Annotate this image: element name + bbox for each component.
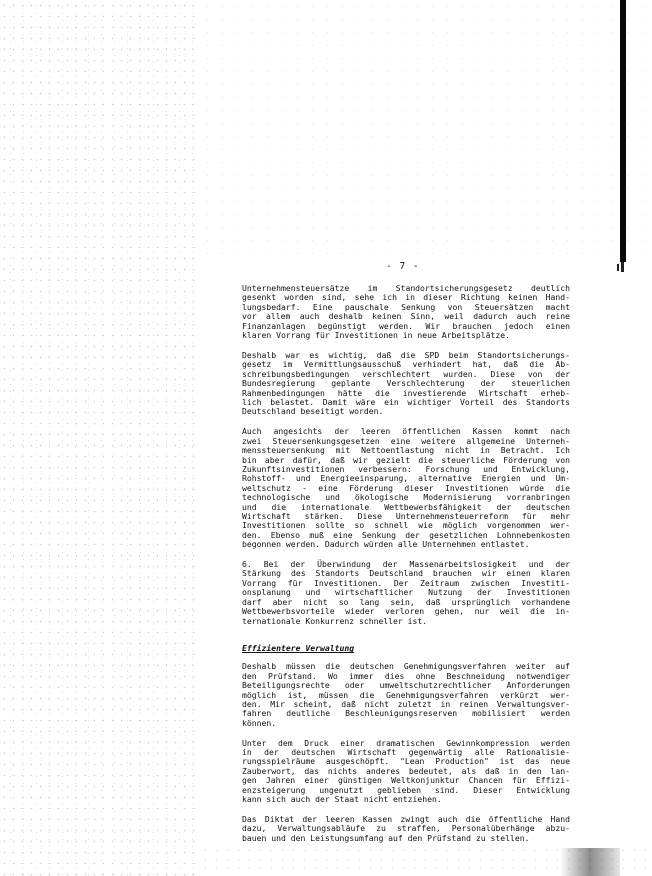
paragraph-line: Vorrang für Investitionen. Der Zeitraum zwischen Investiti- [242,577,570,588]
scan-noise-top [200,0,652,260]
paragraph [242,662,570,728]
paragraph-line: möglich ist, müssen die Genehmigungsverfahren verkürzt wer- [242,689,570,700]
paragraph-line: Auch angesichts der leeren öffentlichen Kassen kommt nach [242,426,570,437]
scan-edge-shadow [620,0,626,262]
paragraph-line: Deshalb war es wichtig, daß die SPD beim Standortsicherungs- [242,349,570,360]
paragraph-line: Finanzanlagen begünstigt werden. Wir brauchen jedoch einen [242,320,570,331]
paragraph-line: Deshalb müssen die deutschen Genehmigungsverfahren weiter auf [242,661,570,672]
paragraph [242,560,570,626]
paragraph [242,815,570,843]
paragraph-line: kann sich auch der Staat nicht entziehen. [242,794,442,805]
paragraph-line: onsplanung und wirtschaftlicher Nutzung der Investitionen [242,587,570,598]
paragraph [242,284,570,340]
scan-edge-shadow-tail [621,262,624,272]
paragraph-line: Beteiligungsrechte oder umweltschutzrechtlicher Anforderungen [242,680,570,691]
paragraph-line: klaren Vorrang für Investitionen in neue Arbeitsplätze. [242,330,511,341]
paragraph [242,427,570,549]
paragraph-line: Das Diktat der leeren Kassen zwingt auch die öffentliche Hand [242,814,570,824]
paragraph-line: Unternehmensteuersätze im Standortsicherungsgesetz deutlich [242,283,570,293]
paragraph-line: bin aber dafür, daß wir gezielt die steuerliche Förderung von [242,454,570,465]
paragraph-line: Investitionen sollte so schnell wie möglich vorgenommen wer- [242,520,570,531]
paragraph-line: Wirtschaft stärken. Diese Unternehmensteuerreform für mehr [242,510,570,521]
section-heading: Effizientere Verwaltung [242,643,355,654]
page-number: - 7 - [386,261,420,272]
section-heading-wrap [242,636,570,662]
paragraph-line: den. Mir scheint, daß nicht zuletzt in reinen Verwaltungsver- [242,698,570,709]
paragraph [242,351,570,417]
paragraph-line: Zauberwort, das nichts anderes bedeutet, als daß in den lan- [242,765,570,776]
paragraph-line: Rahmenbedingungen hätte die investierende Wirtschaft erheb- [242,387,570,398]
paragraph-line: bauen und den Leistungsumfang auf den Prüfstand zu stellen. [242,832,530,843]
paragraph-line: vor allem auch deshalb keinen Sinn, weil dadurch auch reine [242,311,570,322]
paragraph-line: in der deutschen Wirtschaft gegenwärtig alle Rationalisie- [242,747,570,758]
paragraph-line: fahren deutliche Beschleunigungsreserven mobilisiert werden [242,708,570,719]
paragraph-line: schreibungsbedingungen verschlechtert wurden. Diese von der [242,368,570,379]
paragraphs-after-heading [242,662,570,843]
paragraph-line: ternationale Konkurrenz schneller ist. [242,615,428,626]
paragraph-line: weltschutz - eine Förderung dieser Investitionen würde die [242,482,570,493]
paragraph-line: gesenkt worden sind, sehe ich in dieser Richtung keinen Hand- [242,292,570,303]
paragraph-line: Zukunftsinvestitionen verbessern: Forschung und Entwicklung, [242,463,570,474]
paragraph-line: enzsteigerung ungenutzt geblieben sind. Dieser Entwicklung [242,784,570,795]
paragraph-line: 6. Bei der Überwindung der Massenarbeitslosigkeit und der [242,559,570,570]
paragraph-line: Stärkung des Standorts Deutschland brauchen wir einen klaren [242,568,570,579]
paragraph-line: können. [242,717,277,728]
paragraph-line: lungsbedarf. Eine pauschale Senkung von Steuersätzen macht [242,301,570,312]
paragraph-line: gen Jahren einer günstigen Weltkonjunktur Chancen für Effizi- [242,775,570,786]
paragraph [242,739,570,805]
paragraph-line: Unter dem Druck einer dramatischen Gewinnkompression werden [242,737,570,748]
paragraph-line: den. Ebenso muß eine Senkung der gesetzlichen Lohnnebenkosten [242,529,570,540]
paragraph-line: menssteuersenkung mit Nettoentlastung nicht in Betracht. Ich [242,445,570,456]
paragraph-line: Rohstoff- und Energieeinsparung, alternative Energien und Um- [242,473,570,484]
paragraph-line: darf aber nicht so lang sein, daß ursprünglich vorhandene [242,596,570,607]
paragraph-line: den Prüfstand. Wo immer dies ohne Beschneidung notwendiger [242,670,570,681]
scan-edge-mark [617,264,619,271]
paragraph-line: Wettbewerbsvorteile wieder verloren gehen, nur weil die in- [242,606,570,617]
paragraph-line: begonnen werden. Dadurch würden alle Unternehmen entlastet. [242,539,530,550]
paragraph-line: zwei Steuersenkungsgesetzen eine weitere allgemeine Unterneh- [242,435,570,446]
paragraph-line: und die internationale Wettbewerbsfähigkeit der deutschen [242,501,570,512]
paragraph-line: rungsspielräume ausgeschöpft. "Lean Production" ist das neue [242,756,570,767]
scan-noise-left [0,0,200,876]
paragraph-line: lich belastet. Damit wäre ein wichtiger Vorteil des Standorts [242,396,570,407]
paragraph-line: Bundesregierung geplante Verschlechterung der steuerlichen [242,378,570,389]
document-body [242,284,570,854]
paragraphs-before-heading [242,284,570,626]
paragraph-line: dazu, Verwaltungsabläufe zu straffen, Personalüberhänge abzu- [242,823,570,834]
paragraph-line: technologische und ökologische Modernisierung vorranbringen [242,492,570,503]
paragraph-line: Deutschland beseitigt worden. [242,406,384,417]
paragraph-line: gesetz im Vermittlungsausschuß verhindert hat, daß die Ab- [242,359,570,370]
